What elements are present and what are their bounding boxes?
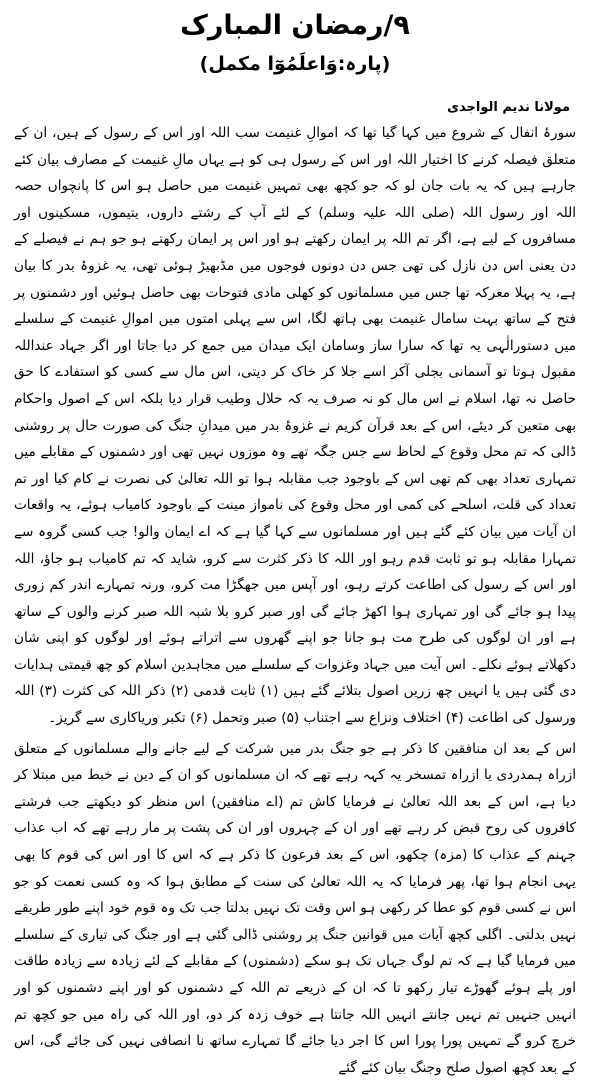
- page-subtitle: (پارہ:وَاعلَمُوٓا مکمل): [199, 53, 391, 75]
- author-name: مولانا ندیم الواجدی: [447, 100, 570, 115]
- body-paragraph-1: سورۂ انفال کے شروع میں کہا گیا تھا کہ اموالِ غنیمت سب اللہ اور اس کے رسول کے ہیں، ان کے متعلق فیصلہ کرنے کا اختیار اللہ اور اس کے رسول ہی کو ہے یہاں مالِ غنیمت کے مصارف بیان کئے جارہے ہیں کہ یہ بات جان لو کہ جو کچھ بھی تمہیں غنیمت میں حاصل ہو اس کا پانچواں حصہ اللہ اور رسول اللہ (صلی اللہ علیہ وسلم) کے لئے آپ کے رشتے داروں، یتیموں، مسکینوں اور مسافروں کے لیے ہے، اگر تم اللہ پر ایمان رکھتے ہو اور اس پر ایمان رکھتے ہو جو ہم نے فیصلے کے دن یعنی اس دن نازل کی تھی جس دن دونوں فوجوں میں مڈبھیڑ ہوئی تھی، یہ غزوۂ بدر کا بیان ہے، یہ پہلا معرکہ تھا جس میں مسلمانوں کو کھلی مادی فتوحات بھی حاصل ہوئیں اور دشمنوں پر فتح کے ساتھ بہت سامال غنیمت بھی ہاتھ لگا، اس سے پہلی امتوں میں اموالِ غنیمت کے سلسلے میں دستورالٰہی یہ تھا کہ سارا ساز وسامان ایک میدان میں جمع کر دیا جاتا اور اگر جہاد عنداللہ مقبول ہوتا تو آسمانی بجلی آکر اسے جلا کر خاک کر دیتی، اس مال سے کسی کو استفادے کا حق حاصل نہ تھا، اسلام نے اس مال کو نہ صرف یہ کہ حلال وطیب قرار دیا بلکہ اس کے اصول واحکام بھی متعین کر دیئے، اس کے بعد قرآن کریم نے غزوۂ بدر میں میدانِ جنگ کی صورت حال پر روشنی ڈالی کہ تم محل وقوع کے لحاظ سے جس جگہ تھے وہ موزوں نہیں تھی اور دشمنوں کے مقابلے میں تمہاری تعداد بھی کم تھی اس کے باوجود جب مقابلہ ہوا تو اللہ تعالیٰ کی نصرت نے کام کیا اور تم تعداد کی قلت، اسلحے کی کمی اور محل وقوع کی نامواز مینت کے باوجود کامیاب ہوئے، یہ واقعات ان آیات میں بیان کئے گئے ہیں اور مسلمانوں سے کہا گیا ہے کہ اے ایمان والو! جب کسی گروہ سے تمہارا مقابلہ ہو تو ثابت قدم رہو اور اللہ کا ذکر کثرت سے کرو، شاید کہ تم کامیاب ہو جاؤ، اللہ اور اس کے رسول کی اطاعت کرتے رہو، اور آپس میں جھگڑا مت کرو، ورنہ تمہارے اندر کم زوری پیدا ہو جائے گی اور تمہاری ہوا اکھڑ جائے گی اور صبر کرو بلا شبہ اللہ صبر کرنے والوں کے ساتھ ہے اور ان لوگوں کی طرح مت ہو جانا جو اپنے گھروں سے اتراتے ہوئے اور لوگوں کو اپنی شان دکھلاتے ہوئے نکلے۔ اس آیت میں جہاد وغزوات کے سلسلے میں مجاہدین اسلام کو چھ قیمتی ہدایات دی گئی ہیں یا انہیں چھ زریں اصول بتلائے گئے ہیں (۱) ثابت قدمی (۲) ذکر اللہ کی کثرت (۳) اللہ ورسول کی اطاعت (۴) اختلاف ونزاع سے اجتناب (۵) صبر وتحمل (۶) تکبر وریاکاری سے گریز۔: [14, 125, 577, 727]
- body-paragraph-2: اس کے بعد ان منافقین کا ذکر ہے جو جنگ بدر میں شرکت کے لیے جانے والے مسلمانوں کے متعلق ازراہ ہمدردی یا ازراہ تمسخر یہ کہہ رہے تھے کہ ان مسلمانوں کو ان کے دین نے خبط میں مبتلا کر دیا ہے، اس کے بعد اللہ تعالیٰ نے فرمایا کاش تم (اے منافقین) اس منظر کو دیکھتے جب فرشتے کافروں کی روح قبض کر رہے تھے اور ان کے چہروں اور ان کی پشت پر مار رہے تھے کہ اب عذاب جہنم کے عذاب کا (مزہ) چکھو، اس کے بعد فرعون کا ذکر ہے کہ اس کا اور اس کی قوم کا بھی یہی انجام ہوا تھا، پھر فرمایا کہ یہ اللہ تعالیٰ کی سنت کے مطابق ہوا کہ وہ کسی نعمت کو جو اس نے کسی قوم کو عطا کر رکھی ہو اس وقت تک نہیں بدلتا جب تک وہ قوم خود اپنے طور طریقے نہیں بدلتی۔ اگلی کچھ آیات میں قوانین جنگ پر روشنی ڈالی گئی ہے اور جنگ کی تیاری کے سلسلے میں فرمایا گیا ہے کہ تم لوگ جہاں تک ہو سکے (دشمنوں) کے مقابلے کے لئے زیادہ سے زیادہ طاقت اور پلے ہوئے گھوڑے تیار رکھو تا کہ ان کے ذریعے تم اللہ کے دشمنوں کو اور اپنے دشمنوں کو اور انہیں جنہیں تم نہیں جانتے انہیں اللہ جانتا ہے خوف زدہ کر دو، اور اللہ کی راہ میں جو کچھ تم خرچ کرو گے تمہیں پورا پورا اس کا اجر دیا جائے گا تمہارے ساتھ نا انصافی نہیں کی جائے گی، اس کے بعد کچھ اصول صلح وجنگ بیان کئے گئے: [14, 740, 576, 1076]
- page-title: ۹/رمضان المبارک: [180, 10, 410, 41]
